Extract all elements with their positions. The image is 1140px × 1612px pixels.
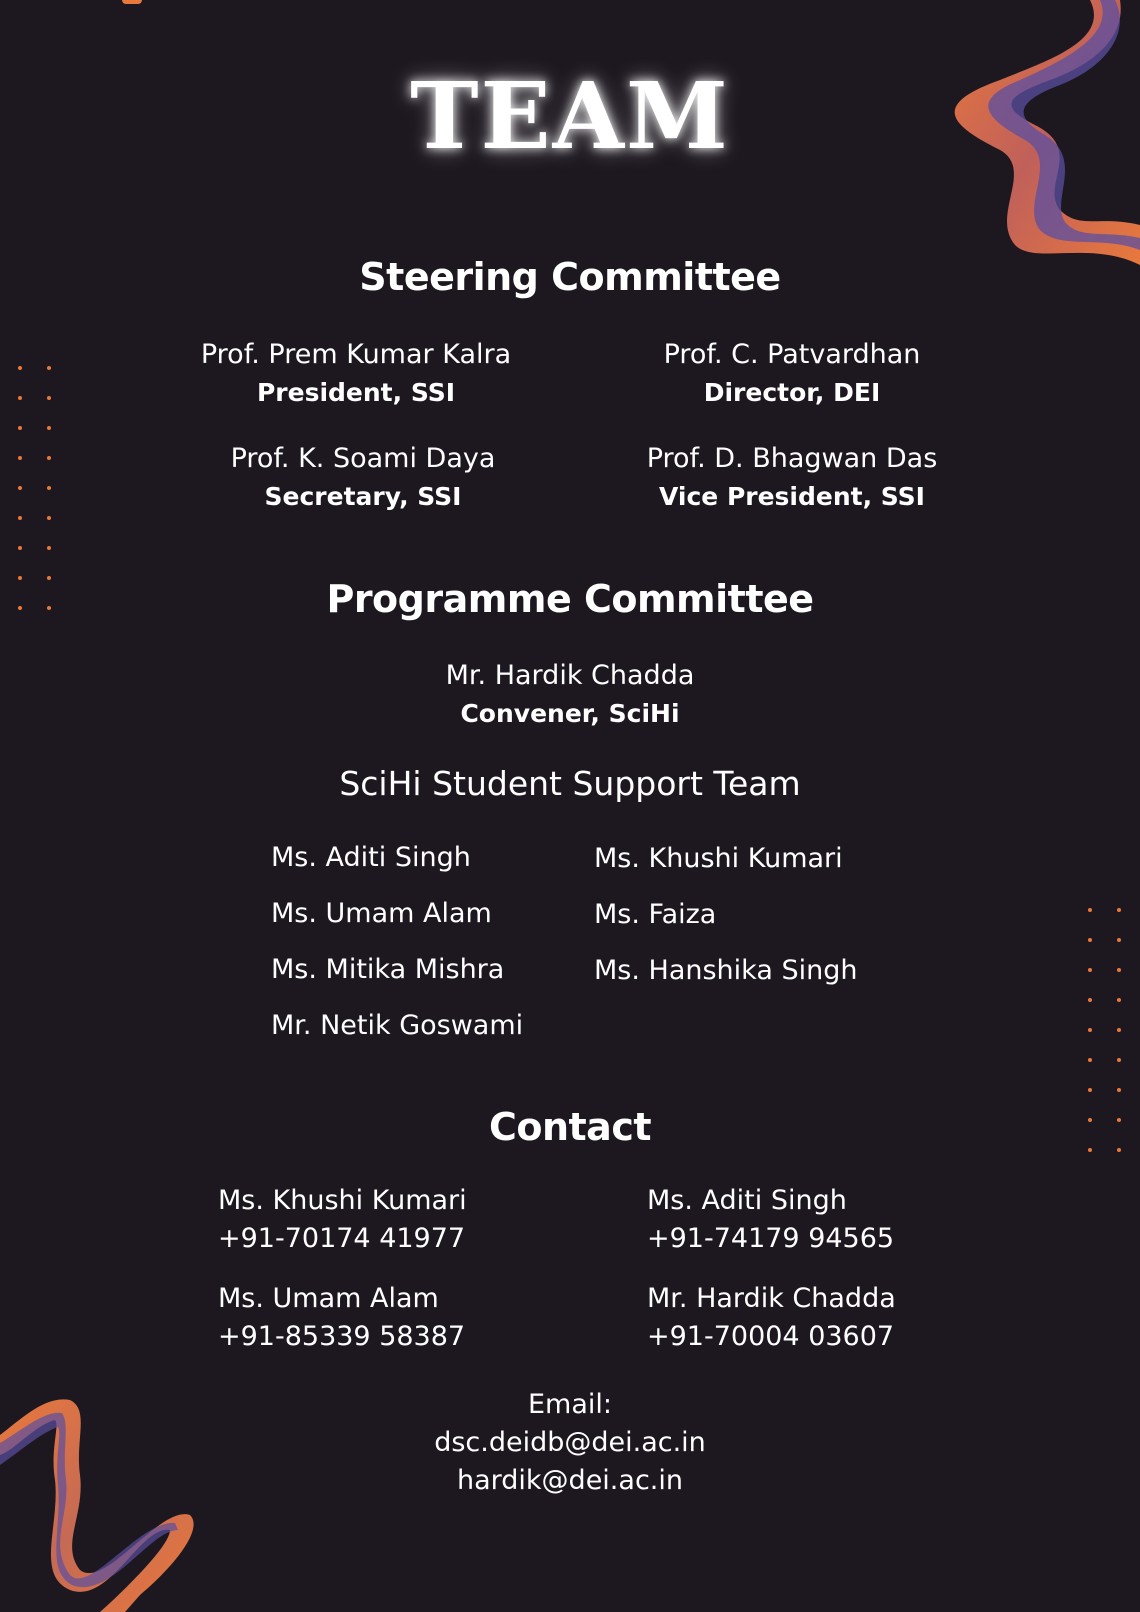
programme-committee-heading: Programme Committee (326, 577, 814, 621)
steering-member (146, 336, 566, 412)
member-name: Mr. Hardik Chadda (445, 660, 695, 691)
contact-phone[interactable]: +91-70004 03607 (647, 1321, 895, 1352)
member-role: Vice President, SSI (658, 482, 925, 511)
steering-member (153, 440, 573, 516)
contact-name: Ms. Umam Alam (218, 1283, 439, 1314)
page-title: TEAM (410, 62, 730, 170)
contact-phone[interactable]: +91-70174 41977 (218, 1223, 466, 1254)
steering-member (582, 440, 1002, 516)
member-name: Prof. C. Patvardhan (663, 339, 921, 370)
support-member: Ms. Aditi Singh (271, 842, 471, 873)
contact-card (647, 1182, 894, 1258)
contact-name: Ms. Khushi Kumari (218, 1185, 467, 1216)
support-member: Ms. Mitika Mishra (271, 954, 505, 985)
member-name: Prof. D. Bhagwan Das (646, 443, 938, 474)
contact-name: Mr. Hardik Chadda (647, 1283, 896, 1314)
contact-card (218, 1280, 465, 1356)
contact-phone[interactable]: +91-85339 58387 (218, 1321, 466, 1352)
support-member: Ms. Hanshika Singh (594, 955, 858, 986)
email-label: Email: (527, 1389, 612, 1420)
contact-name: Ms. Aditi Singh (647, 1185, 847, 1216)
steering-committee-heading: Steering Committee (359, 255, 781, 299)
top-left-dot-decoration (122, 0, 142, 4)
programme-convener (360, 657, 780, 733)
member-role: Director, DEI (703, 378, 881, 407)
support-member: Mr. Netik Goswami (271, 1010, 524, 1041)
member-role: Secretary, SSI (264, 482, 462, 511)
member-name: Prof. K. Soami Daya (230, 443, 496, 474)
member-role: President, SSI (256, 378, 456, 407)
member-name: Prof. Prem Kumar Kalra (200, 339, 512, 370)
contact-heading: Contact (488, 1105, 652, 1149)
support-member: Ms. Faiza (594, 899, 717, 930)
steering-member (582, 336, 1002, 412)
member-role: Convener, SciHi (460, 699, 680, 728)
support-member: Ms. Umam Alam (271, 898, 492, 929)
email-link[interactable]: hardik@dei.ac.in (457, 1465, 683, 1496)
support-team-heading: SciHi Student Support Team (339, 764, 801, 803)
contact-phone[interactable]: +91-74179 94565 (647, 1223, 895, 1254)
support-member: Ms. Khushi Kumari (594, 843, 843, 874)
email-link[interactable]: dsc.deidb@dei.ac.in (434, 1427, 706, 1458)
contact-card (218, 1182, 467, 1258)
email-section (0, 1386, 1140, 1500)
contact-card (647, 1280, 896, 1356)
